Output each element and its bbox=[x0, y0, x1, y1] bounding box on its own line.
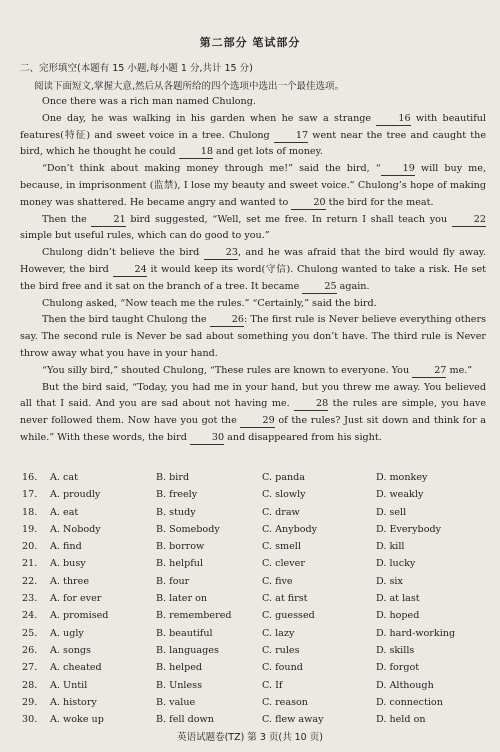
answer-blank: 20 bbox=[291, 197, 325, 210]
option-a: A. find bbox=[50, 541, 82, 553]
answer-blank: 27 bbox=[412, 365, 446, 378]
option-row bbox=[22, 645, 492, 662]
passage-text: of the rules? Just sit down and think for a while.” With these words, the bird bbox=[20, 415, 486, 443]
option-a: A. cat bbox=[50, 472, 78, 483]
option-row bbox=[22, 680, 492, 697]
option-c: C. five bbox=[262, 575, 293, 587]
option-d: D. at last bbox=[376, 593, 420, 605]
option-a: A. songs bbox=[50, 644, 91, 656]
option-c: C. flew away bbox=[262, 714, 324, 726]
passage-text: me.” bbox=[446, 364, 473, 376]
option-a: A. busy bbox=[50, 558, 86, 570]
option-c: C. reason bbox=[262, 696, 308, 708]
question-number: 22. bbox=[22, 575, 38, 587]
option-b: B. languages bbox=[156, 644, 219, 656]
question-number: 29. bbox=[22, 696, 38, 708]
option-c: C. Anybody bbox=[262, 523, 318, 535]
option-row bbox=[22, 507, 492, 524]
paragraph bbox=[20, 245, 486, 295]
option-b: B. remembered bbox=[156, 610, 232, 622]
option-row bbox=[22, 489, 492, 506]
option-b: B. helpful bbox=[156, 558, 204, 570]
paragraph: Chulong asked, “Now teach me the rules.” “Certainly,” said the bird. bbox=[42, 297, 377, 309]
paragraph bbox=[20, 161, 486, 211]
answer-blank: 17 bbox=[274, 130, 308, 143]
passage-text: will buy me, because, in imprisonment (监禁), I lose my beauty and sweet voice.” Chulong’s hope of making money was shattered. He became angry and wanted to bbox=[20, 163, 486, 208]
option-row bbox=[22, 541, 492, 558]
answer-blank: 30 bbox=[190, 432, 224, 445]
option-a: A. history bbox=[50, 696, 97, 708]
passage-text: “You silly bird,” shouted Chulong, “These rules are known to everyone. You bbox=[42, 364, 413, 376]
option-row bbox=[22, 610, 492, 627]
option-d: D. connection bbox=[376, 696, 443, 708]
answer-blank: 18 bbox=[179, 146, 213, 159]
question-number: 27. bbox=[22, 662, 38, 674]
option-b: B. borrow bbox=[156, 541, 205, 553]
passage-text: Chulong didn’t believe the bird bbox=[42, 247, 204, 259]
paragraph bbox=[20, 363, 486, 380]
option-row bbox=[22, 576, 492, 593]
question-number: 21. bbox=[22, 558, 38, 570]
passage-text: it would keep its word(守信). Chulong wanted to take a risk. He set the bird free and it sat on the branch of a tree. It became bbox=[20, 263, 487, 292]
option-b: B. later on bbox=[156, 593, 208, 605]
option-row bbox=[22, 593, 492, 610]
answer-blank: 19 bbox=[381, 163, 415, 176]
passage-text: and disappeared from his sight. bbox=[224, 431, 382, 443]
option-c: C. draw bbox=[262, 506, 300, 518]
question-number: 17. bbox=[22, 489, 38, 501]
option-c: C. at first bbox=[262, 593, 308, 605]
option-b: B. fell down bbox=[156, 714, 214, 726]
option-c: C. panda bbox=[262, 472, 305, 483]
option-b: B. four bbox=[156, 575, 190, 587]
passage-text: simple but useful rules, which can do good to you.” bbox=[20, 230, 270, 242]
section-heading: 二、完形填空(本题有 15 小题,每小题 1 分,共计 15 分) bbox=[20, 63, 253, 74]
question-number: 20. bbox=[22, 541, 38, 553]
paragraph bbox=[20, 212, 486, 246]
option-a: A. ugly bbox=[50, 627, 84, 639]
instruction-text: 阅读下面短文,掌握大意,然后从各题所给的四个选项中选出一个最佳选项。 bbox=[34, 81, 345, 92]
option-a: A. woke up bbox=[50, 714, 104, 726]
passage-text: , and he was afraid that the bird would fly away. However, the bird bbox=[20, 247, 486, 275]
passage-text: went near the tree and caught the bird, which he thought he could bbox=[20, 129, 487, 158]
question-number: 18. bbox=[22, 506, 38, 518]
question-number: 25. bbox=[22, 627, 38, 639]
option-d: D. weakly bbox=[376, 489, 424, 501]
question-number: 23. bbox=[22, 593, 38, 605]
option-row bbox=[22, 697, 492, 714]
option-d: D. held on bbox=[376, 714, 426, 726]
option-row bbox=[22, 662, 492, 679]
paragraph bbox=[20, 380, 486, 447]
passage-text: and get lots of money. bbox=[212, 146, 323, 158]
question-number: 16. bbox=[22, 472, 38, 483]
answer-blank: 21 bbox=[91, 214, 125, 227]
option-a: A. three bbox=[50, 575, 90, 587]
answer-blank: 24 bbox=[113, 264, 147, 277]
option-c: C. If bbox=[262, 679, 283, 691]
option-a: A. cheated bbox=[50, 662, 102, 674]
answer-blank: 26 bbox=[210, 314, 244, 327]
passage-text: the rules are simple, you have never followed them. Now have you got the bbox=[20, 398, 487, 427]
passage-text: the bird for the meat. bbox=[325, 196, 434, 208]
option-c: C. found bbox=[262, 662, 303, 674]
option-d: D. forgot bbox=[376, 662, 420, 674]
option-b: B. freely bbox=[156, 489, 198, 501]
option-c: C. rules bbox=[262, 644, 300, 656]
option-a: A. proudly bbox=[50, 489, 101, 501]
paragraph: Once there was a rich man named Chulong. bbox=[42, 96, 256, 107]
option-b: B. helped bbox=[156, 662, 203, 674]
option-c: C. slowly bbox=[262, 489, 306, 501]
option-row bbox=[22, 558, 492, 575]
paragraph bbox=[20, 312, 486, 362]
answer-blank: 16 bbox=[376, 113, 410, 126]
option-d: D. monkey bbox=[376, 472, 428, 483]
option-b: B. Unless bbox=[156, 679, 203, 691]
passage-text: Then the bbox=[42, 213, 92, 225]
option-row bbox=[22, 472, 492, 489]
option-c: C. guessed bbox=[262, 610, 315, 622]
option-d: D. Everybody bbox=[376, 523, 442, 535]
answer-blank: 22 bbox=[452, 214, 486, 227]
question-number: 19. bbox=[22, 523, 38, 535]
question-number: 24. bbox=[22, 610, 38, 622]
question-number: 26. bbox=[22, 644, 38, 656]
page-title: 第二部分 笔试部分 bbox=[199, 36, 301, 49]
option-b: B. value bbox=[156, 696, 196, 708]
option-b: B. bird bbox=[156, 472, 190, 483]
question-number: 28. bbox=[22, 679, 38, 691]
passage-text: again. bbox=[336, 280, 370, 292]
option-d: D. kill bbox=[376, 541, 405, 553]
cloze-passage bbox=[20, 94, 486, 447]
passage-text: One day, he was walking in his garden when he saw a strange bbox=[42, 112, 377, 124]
option-b: B. Somebody bbox=[156, 523, 220, 535]
option-d: D. lucky bbox=[376, 558, 416, 570]
option-d: D. skills bbox=[376, 644, 415, 656]
option-c: C. lazy bbox=[262, 627, 295, 639]
option-b: B. beautiful bbox=[156, 627, 213, 639]
option-c: C. smell bbox=[262, 541, 301, 553]
answer-blank: 23 bbox=[204, 247, 238, 260]
option-b: B. study bbox=[156, 506, 196, 518]
option-d: D. six bbox=[376, 575, 403, 587]
option-d: D. sell bbox=[376, 506, 407, 518]
option-d: D. hard-working bbox=[376, 627, 456, 639]
option-row bbox=[22, 628, 492, 645]
option-a: A. Nobody bbox=[50, 523, 101, 535]
page-footer: 英语试题卷(TZ) 第 3 页(共 10 页) bbox=[177, 732, 323, 743]
options-list bbox=[22, 472, 492, 731]
option-d: D. hoped bbox=[376, 610, 420, 622]
option-c: C. clever bbox=[262, 558, 305, 570]
paragraph bbox=[20, 111, 486, 161]
passage-text: : The first rule is Never believe everything others say. The second rule is Never be sad about something you don’t have. The third rule is Never throw away what you have in your hand. bbox=[20, 314, 486, 359]
option-a: A. promised bbox=[50, 610, 109, 622]
option-d: D. Although bbox=[376, 679, 434, 691]
passage-text: bird suggested, “Well, set me free. In return I shall teach you bbox=[125, 213, 452, 225]
passage-text: Then the bird taught Chulong the bbox=[42, 314, 210, 326]
answer-blank: 25 bbox=[302, 281, 336, 294]
option-a: A. Until bbox=[50, 679, 88, 691]
passage-text: “Don’t think about making money through me!” said the bird, “ bbox=[42, 163, 381, 175]
passage-text: with beautiful features(特征) and sweet voice in a tree. Chulong bbox=[20, 112, 486, 141]
question-number: 30. bbox=[22, 714, 38, 726]
option-a: A. for ever bbox=[50, 593, 102, 605]
passage-text: But the bird said, “Today, you had me in your hand, but you threw me away. You believed all that I said. And you are sad about not having me. bbox=[20, 381, 486, 410]
answer-blank: 28 bbox=[294, 398, 328, 411]
option-row bbox=[22, 524, 492, 541]
option-a: A. eat bbox=[50, 506, 79, 518]
answer-blank: 29 bbox=[240, 415, 274, 428]
